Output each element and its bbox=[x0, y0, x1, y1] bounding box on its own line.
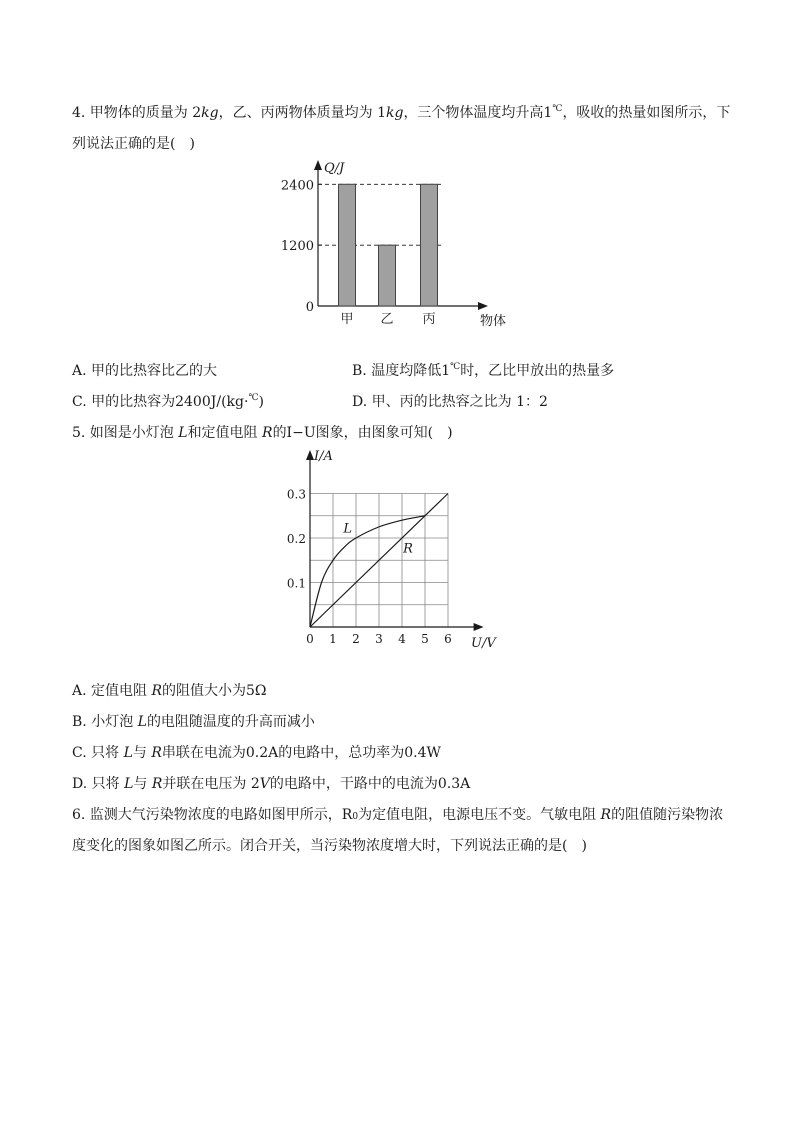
q5-option-d-text: 与 bbox=[133, 776, 152, 792]
q4-option-c[interactable] bbox=[72, 393, 264, 411]
q5-symbol-l: L bbox=[123, 745, 133, 761]
q5-stem-text: 的I−U图象，由图象可知( ) bbox=[272, 425, 453, 441]
q6-stem-text: 的阻值随污染物浓 bbox=[611, 807, 724, 823]
y-tick-label: 0.1 bbox=[286, 576, 306, 591]
q5-option-d-text: 并联在电压为 2 bbox=[162, 776, 260, 792]
q5-option-d[interactable] bbox=[72, 775, 470, 793]
x-axis-arrow bbox=[474, 623, 484, 631]
x-tick-label: 乙 bbox=[380, 312, 394, 327]
q5-symbol-l: L bbox=[137, 714, 147, 730]
y-axis-label: Q/J bbox=[324, 161, 345, 176]
y-axis-arrow bbox=[306, 450, 314, 460]
x-tick-label: 甲 bbox=[340, 312, 354, 327]
y-tick-label: 1200 bbox=[280, 239, 314, 255]
series-r-label: R bbox=[403, 541, 413, 557]
y-axis-label: I/A bbox=[314, 449, 333, 464]
q4-stem-text: 4. 甲物体的质量为 2 bbox=[72, 105, 202, 121]
q5-iu-chart bbox=[270, 440, 520, 655]
q6-stem-text: 为定值电阻，电源电压不变。气敏电阻 bbox=[358, 807, 601, 823]
q5-stem-text: 和定值电阻 bbox=[187, 425, 263, 441]
q5-option-a-text: 的阻值大小为5Ω bbox=[162, 683, 267, 699]
q5-chart-layer bbox=[287, 449, 497, 651]
q4-unit-kg: kg bbox=[385, 105, 404, 121]
q6-subscript: 0 bbox=[352, 812, 359, 822]
x-axis-label: 物体 bbox=[480, 314, 507, 329]
q4-option-d[interactable]: D. 甲、丙的比热容之比为 1：2 bbox=[352, 394, 548, 410]
q5-option-b-text: 的电阻随温度的升高而减小 bbox=[146, 714, 315, 730]
y-tick-label: 0 bbox=[305, 300, 314, 315]
x-axis-arrow bbox=[478, 302, 488, 310]
q5-option-c[interactable] bbox=[72, 744, 441, 762]
q5-symbol-r: R bbox=[262, 425, 273, 441]
q4-bar-chart bbox=[270, 150, 520, 335]
q4-degree-symbol: ℃ bbox=[552, 104, 563, 114]
x-tick-label: 3 bbox=[375, 632, 383, 646]
x-tick-label: 4 bbox=[398, 632, 406, 646]
x-axis-label: U/V bbox=[471, 636, 496, 651]
q6-symbol-r: R bbox=[600, 807, 612, 823]
q4-stem-line2: 列说法正确的是( ) bbox=[72, 136, 195, 152]
x-tick-label: 丙 bbox=[422, 312, 436, 327]
y-axis-arrow bbox=[314, 160, 322, 170]
x-tick-label: 6 bbox=[444, 632, 452, 646]
q4-stem-text: ，三个物体温度均升高1 bbox=[403, 105, 553, 121]
q4-stem-text: ，吸收的热量如图所示，下 bbox=[562, 105, 731, 121]
q5-symbol-r: R bbox=[151, 776, 163, 792]
q6-stem-text: 6. 监测大气污染物浓度的电路如图甲所示，R bbox=[72, 807, 353, 823]
q4-option-b-text: 时，乙比甲放出的热量多 bbox=[460, 363, 615, 379]
q5-symbol-v: V bbox=[259, 776, 270, 792]
q6-stem-line1 bbox=[72, 806, 723, 824]
q4-option-a[interactable]: A. 甲的比热容比乙的大 bbox=[72, 363, 218, 379]
y-tick-label: 0.2 bbox=[286, 532, 306, 546]
q4-option-b[interactable] bbox=[352, 362, 614, 380]
bar bbox=[421, 184, 438, 306]
q5-option-c-text: 与 bbox=[132, 745, 152, 761]
q5-symbol-l: L bbox=[124, 776, 134, 792]
y-tick-label: 2400 bbox=[280, 178, 314, 194]
x-tick-label: 2 bbox=[352, 632, 360, 646]
y-tick-label: 0.3 bbox=[286, 487, 306, 502]
bar bbox=[379, 245, 396, 306]
q4-option-c-text: C. 甲的比热容为2400J/(kg· bbox=[72, 394, 249, 410]
q4-chart-layer bbox=[281, 160, 506, 329]
q4-option-b-text: B. 温度均降低1 bbox=[352, 363, 451, 379]
q4-degree-symbol: ℃ bbox=[450, 362, 461, 372]
q4-degree-symbol: ℃ bbox=[248, 393, 259, 403]
x-tick-label: 0 bbox=[306, 632, 314, 646]
q5-option-b[interactable] bbox=[72, 713, 315, 731]
q4-stem-line1 bbox=[72, 104, 730, 122]
q6-stem-line2: 度变化的图象如图乙所示。闭合开关，当污染物浓度增大时，下列说法正确的是( ) bbox=[72, 838, 587, 854]
q4-stem-text: ，乙、丙两物体质量均为 1 bbox=[218, 105, 386, 121]
q5-option-a-text: A. 定值电阻 bbox=[72, 683, 152, 699]
q5-option-c-text: 串联在电流为0.2A的电路中，总功率为0.4W bbox=[161, 745, 441, 761]
bar bbox=[339, 184, 356, 306]
q5-option-c-text: C. 只将 bbox=[72, 745, 124, 761]
series-l-label: L bbox=[343, 521, 352, 537]
q4-unit-kg: kg bbox=[201, 105, 219, 121]
q5-symbol-r: R bbox=[151, 683, 163, 699]
q5-option-d-text: D. 只将 bbox=[72, 776, 125, 792]
q5-stem-text: 5. 如图是小灯泡 bbox=[72, 425, 179, 441]
q5-option-d-text: 的电路中，干路中的电流为0.3A bbox=[269, 776, 471, 792]
x-tick-label: 5 bbox=[421, 632, 429, 646]
q5-option-a[interactable] bbox=[72, 682, 267, 700]
x-tick-label: 1 bbox=[329, 632, 337, 646]
q5-symbol-r: R bbox=[151, 745, 162, 761]
q4-option-c-text: ) bbox=[258, 394, 264, 410]
q5-symbol-l: L bbox=[178, 425, 188, 441]
q5-option-b-text: B. 小灯泡 bbox=[72, 714, 138, 730]
